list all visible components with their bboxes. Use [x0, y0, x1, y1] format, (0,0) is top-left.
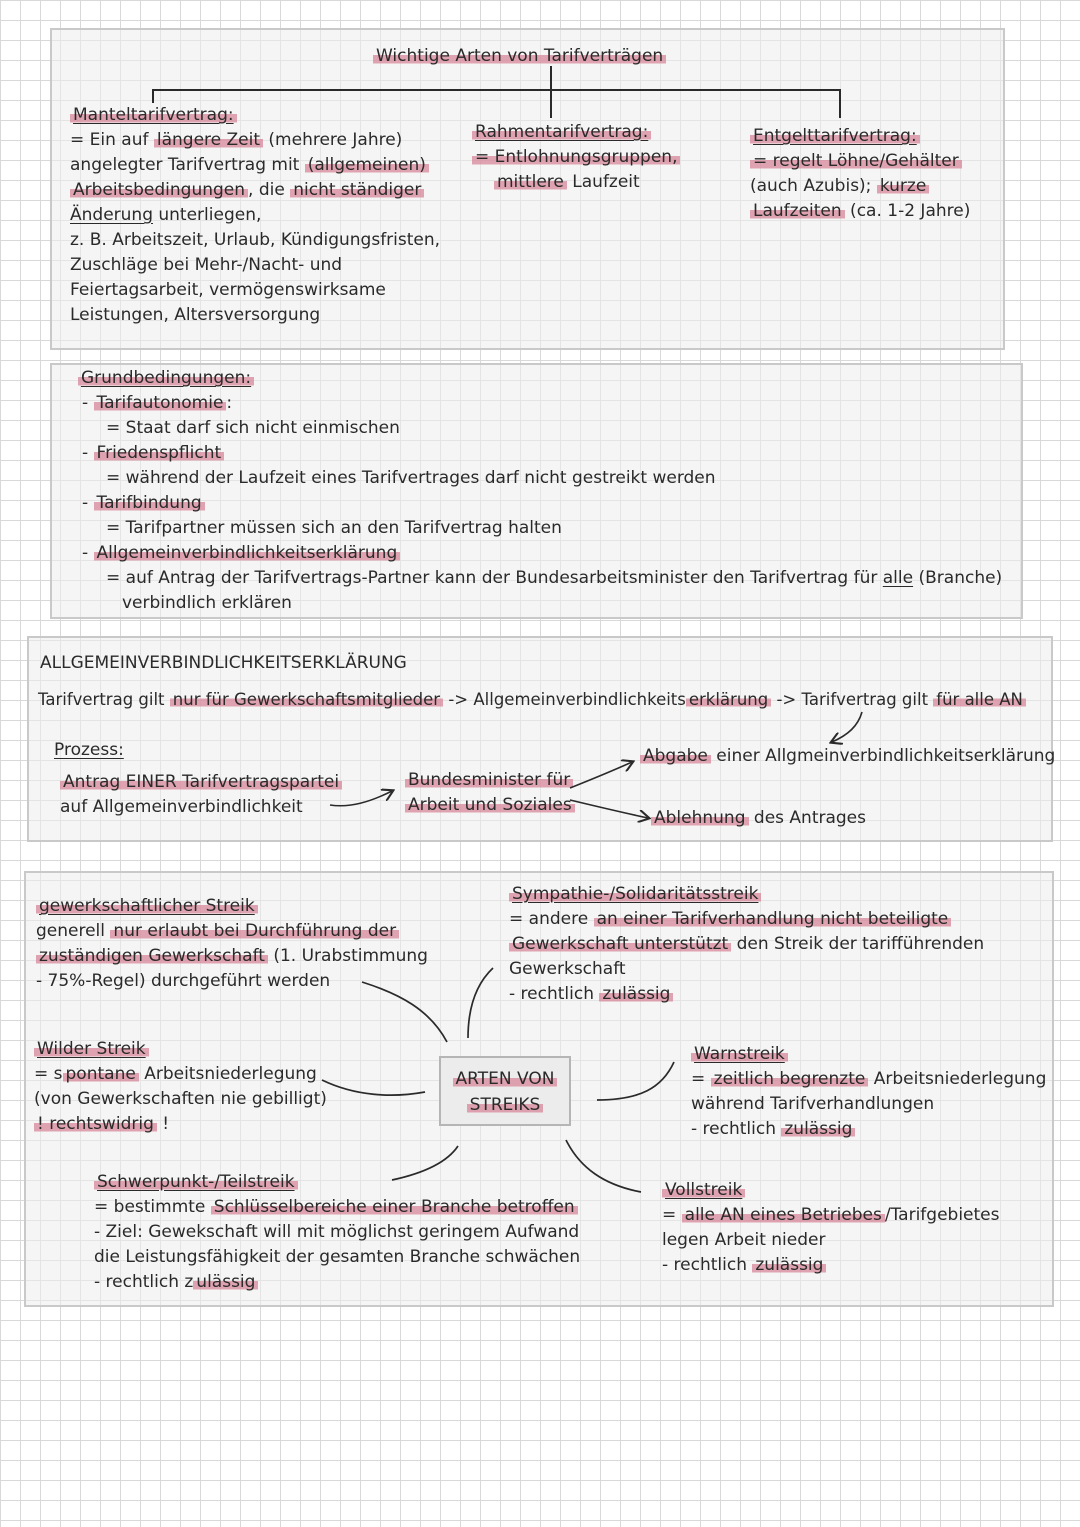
sympathiestreik: Sympathie-/Solidaritätsstreik = andere an einer Tarifverhandlung nicht beteiligte Gewerkschaft unterstützt den Streik der tarifführenden Gewerkschaft - rechtlich zulässig: [509, 884, 985, 1004]
wilder-streik: Wilder Streik = s pontane Arbeitsniederlegung (von Gewerkschaften nie gebilligt) ! rechtswidrig !: [34, 1039, 327, 1134]
grundbedingungen: Grundbedingungen: - Tarifautonomie : = Staat darf sich nicht einmischen - Friedenspflicht = während der Laufzeit eines Tarifvertrages darf nicht gestreikt werden - Tarifbindung = Tarifpartner müssen sich an den Tarifvertrag halten - Allgemeinverbindlichkeitserklärung = auf Antrag der Tarifvertrags-Partner kann der Bundesarbeitsminister den Tarifvertrag für alle (Branche) verbindlich erklären: [78, 366, 1002, 616]
mantel-heading: Manteltarifvertrag:: [70, 105, 237, 125]
rahmen-heading: Rahmentarifvertrag:: [472, 122, 651, 142]
streik-center-box: ARTEN VON STREIKS: [439, 1056, 571, 1126]
tarif-title: Wichtige Arten von Tarifverträgen: [373, 44, 666, 69]
bundesminister: Bundesminister für Arbeit und Soziales: [405, 768, 575, 818]
ave-flow: Tarifvertrag gilt nur für Gewerkschaftsmitglieder -> Allgemeinverbindlichkeits erklärung -> Tarifvertrag gilt für alle AN: [38, 687, 1026, 712]
grund-heading: Grundbedingungen:: [78, 368, 254, 388]
entgelt-heading: Entgelttarifvertrag:: [750, 126, 920, 146]
prozess-label: Prozess:: [54, 740, 124, 760]
manteltarifvertrag: Manteltarifvertrag: = Ein auf längere Zeit (mehrere Jahre) angelegter Tarifvertrag mit (allgemeinen) Arbeitsbedingungen , die nicht ständiger Änderung unterliegen, z. B. Arbeitszeit, Urlaub, Kündigungsfristen, Zuschläge bei Mehr-/Nacht- und Feiertagsarbeit, vermögenswirksame Leistungen, Altersversorgung: [70, 105, 441, 325]
ave-heading: ALLGEMEINVERBINDLICHKEITSERKLÄRUNG: [40, 653, 407, 673]
abgabe: Abgabe einer Allgmeinverbindlichkeitserklärung: [640, 744, 1055, 769]
vollstreik: Vollstreik = alle AN eines Betriebes /Tarifgebietes legen Arbeit nieder - rechtlich zulässig: [662, 1180, 1000, 1275]
gewerkschaftlicher-streik: gewerkschaftlicher Streik generell nur erlaubt bei Durchführung der zuständigen Gewerkschaft (1. Urabstimmung - 75%-Regel) durchgeführt werden: [36, 896, 428, 991]
entgelttarifvertrag: Entgelttarifvertrag: = regelt Löhne/Gehälter (auch Azubis); kurze Laufzeiten (ca. 1-2 Jahre): [750, 126, 971, 221]
schwerpunktstreik: Schwerpunkt-/Teilstreik = bestimmte Schlüsselbereiche einer Branche betroffen - Ziel: Gewekschaft will mit möglichst geringem Aufwand die Leistungsfähigkeit der gesamten Branche schwächen - rechtlich z ulässig: [94, 1172, 581, 1292]
ablehnung: Ablehnung des Antrages: [651, 806, 866, 831]
rahmentarifvertrag: Rahmentarifvertrag: = Entlohnungsgruppen, mittlere Laufzeit: [472, 120, 680, 195]
antrag: Antrag EINER Tarifvertragspartei auf Allgemeinverbindlichkeit: [60, 770, 342, 820]
warnstreik: Warnstreik = zeitlich begrenzte Arbeitsniederlegung während Tarifverhandlungen - rechtlich zulässig: [691, 1044, 1047, 1139]
